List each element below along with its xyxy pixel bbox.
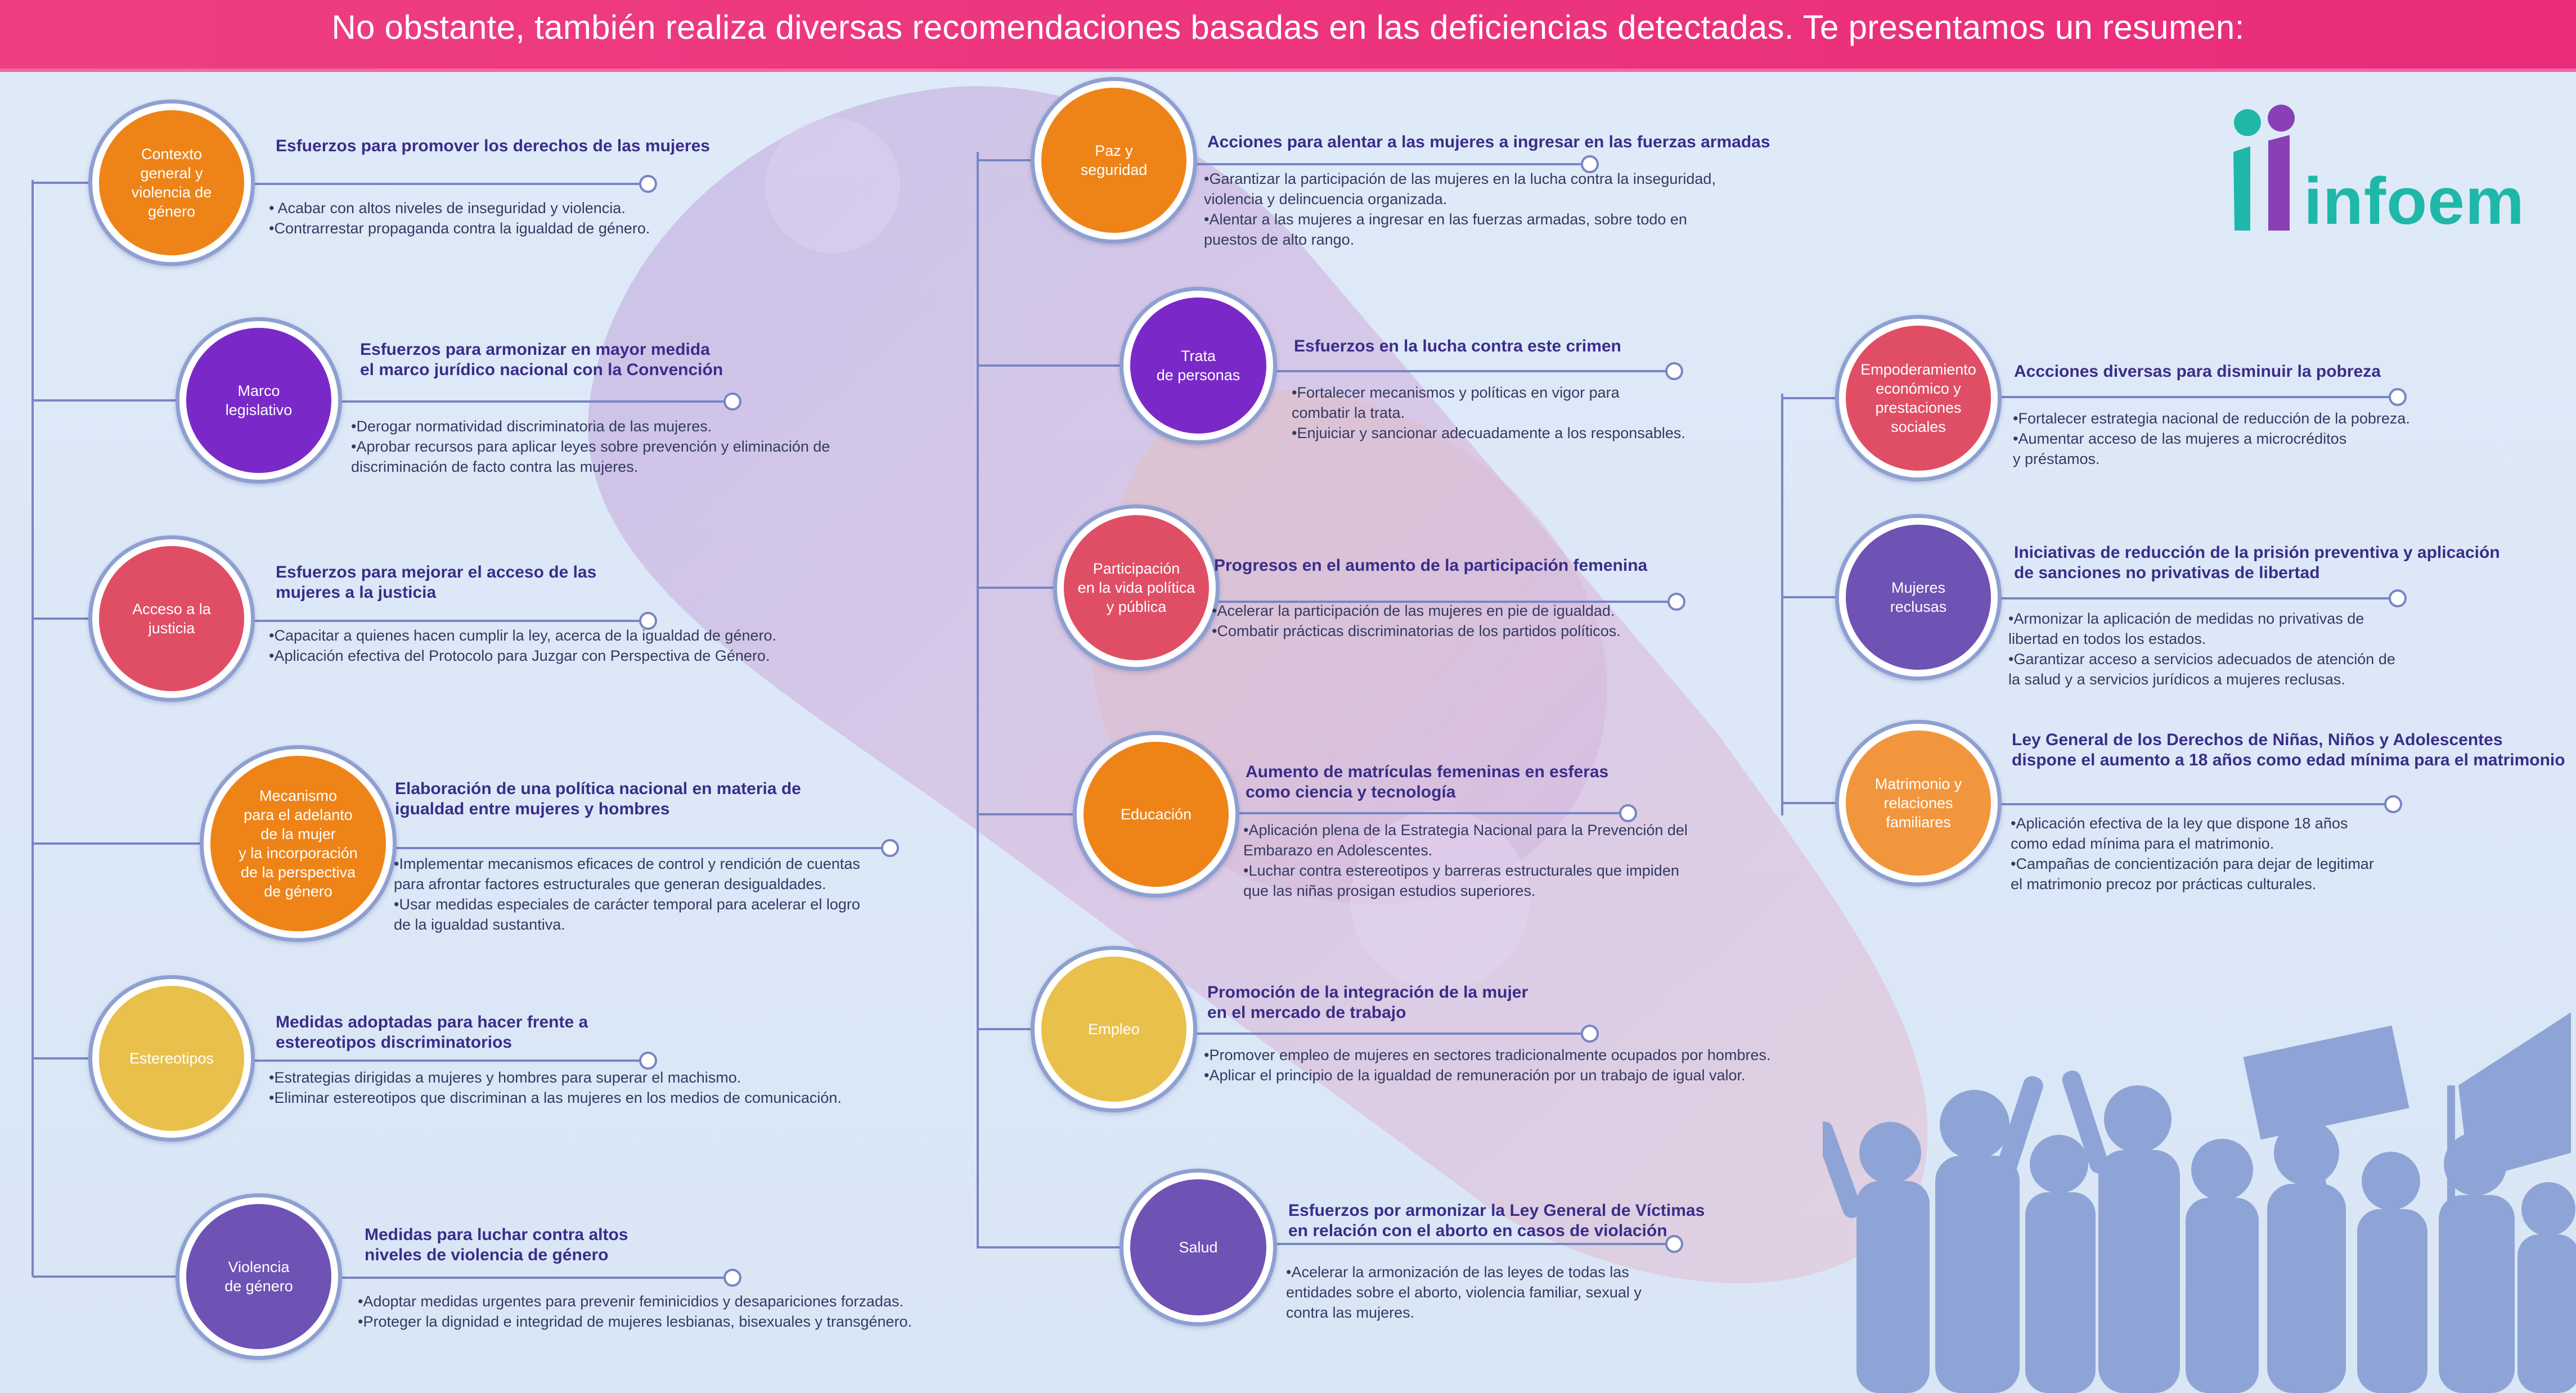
recommendation-item: •Estrategias dirigidas a mujeres y hombres para superar el machismo. <box>269 1069 741 1086</box>
topic-label: Contexto general y violencia de género <box>99 110 244 255</box>
topic-label: Empoderamiento económico y prestaciones sociales <box>1846 326 1991 471</box>
topic-circle-left-2 <box>176 317 342 484</box>
recommendation-list <box>358 1291 912 1332</box>
connector-end-dot <box>1666 363 1682 379</box>
recommendation-list <box>2008 608 2395 689</box>
topic-label: Matrimonio y relaciones familiares <box>1846 731 1991 876</box>
recommendation-item: •Promover empleo de mujeres en sectores tradicionalmente ocupados por hombres. <box>1204 1047 1771 1063</box>
topic-label: Violencia de género <box>186 1204 331 1349</box>
recommendation-item: •Aumentar acceso de las mujeres a microcréditos y préstamos. <box>2013 430 2347 467</box>
recommendation-title: Esfuerzos por armonizar la Ley General de Víctimas en relación con el aborto en casos de violación <box>1288 1201 1705 1240</box>
connector-end-dot <box>1582 1026 1598 1042</box>
recommendation-item: •Fortalecer estrategia nacional de reducción de la pobreza. <box>2013 410 2410 427</box>
topic-circle-left-6 <box>176 1193 342 1360</box>
recommendation-item: •Alentar a las mujeres a ingresar en las fuerzas armadas, sobre todo en puestos de alto rango. <box>1204 211 1687 248</box>
recommendation-item: •Acelerar la armonización de las leyes de todas las entidades sobre el aborto, violencia familiar, sexual y contra las mujeres. <box>1286 1264 1642 1321</box>
connector-end-dot <box>2390 590 2406 606</box>
recommendation-list <box>269 1067 842 1108</box>
recommendation-list <box>394 854 860 935</box>
recommendation-item: •Aplicar el principio de la igualdad de remuneración por un trabajo de igual valor. <box>1204 1067 1746 1084</box>
recommendation-title: Accciones diversas para disminuir la pobreza <box>2014 362 2381 381</box>
recommendation-title: Elaboración de una política nacional en materia de igualdad entre mujeres y hombres <box>395 779 801 818</box>
topic-circle-left-3 <box>88 535 255 702</box>
recommendation-item: •Proteger la dignidad e integridad de mujeres lesbianas, bisexuales y transgénero. <box>358 1313 912 1330</box>
connector-end-dot <box>1620 805 1636 821</box>
topic-label: Estereotipos <box>99 986 244 1131</box>
topic-circle-right-3 <box>1835 720 2002 886</box>
recommendation-item: •Garantizar la participación de las mujeres en la lucha contra la inseguridad, violencia y delincuencia organizada. <box>1204 170 1716 208</box>
recommendation-item: •Luchar contra estereotipos y barreras estructurales que impiden que las niñas prosigan estudios superiores. <box>1243 862 1679 899</box>
recommendation-title: Esfuerzos para mejorar el acceso de las mujeres a la justicia <box>276 563 597 602</box>
recommendation-item: •Derogar normatividad discriminatoria de las mujeres. <box>351 418 712 435</box>
connector-end-dot <box>640 176 656 192</box>
recommendation-item: •Aplicación efectiva de la ley que dispone 18 años como edad mínima para el matrimonio. <box>2011 815 2348 852</box>
topic-label: Paz y seguridad <box>1041 88 1186 233</box>
recommendation-list <box>1292 382 1685 443</box>
recommendation-item: •Contrarrestar propaganda contra la igualdad de género. <box>269 220 650 237</box>
topic-label: Acceso a la justicia <box>99 546 244 691</box>
topic-circle-middle-2 <box>1120 287 1277 444</box>
topic-circle-right-1 <box>1835 315 2002 481</box>
topic-circle-left-1 <box>88 100 255 266</box>
recommendation-list <box>1212 601 1621 641</box>
recommendation-item: •Capacitar a quienes hacen cumplir la ley, acerca de la igualdad de género. <box>269 627 777 644</box>
topic-label: Marco legislativo <box>186 328 331 473</box>
recommendation-item: •Campañas de concientización para dejar de legitimar el matrimonio precoz por prácticas culturales. <box>2011 855 2374 892</box>
connector-end-dot <box>725 1270 740 1286</box>
recommendation-item: •Combatir prácticas discriminatorias de los partidos políticos. <box>1212 623 1621 639</box>
topic-circle-left-4 <box>200 745 397 942</box>
recommendation-title: Ley General de los Derechos de Niñas, Niños y Adolescentes dispone el aumento a 18 años como edad mínima para el matrimonio <box>2012 731 2565 769</box>
topic-circle-middle-1 <box>1031 77 1197 244</box>
topic-circle-left-5 <box>88 975 255 1142</box>
recommendation-title: Promoción de la integración de la mujer en el mercado de trabajo <box>1207 983 1528 1022</box>
recommendation-list <box>1204 1045 1770 1085</box>
recommendation-item: •Implementar mecanismos eficaces de control y rendición de cuentas para afrontar factores estructurales que generan desigualdades. <box>394 855 860 892</box>
recommendation-title: Progresos en el aumento de la participación femenina <box>1214 556 1648 575</box>
topic-label: Educación <box>1084 742 1229 887</box>
recommendation-list <box>269 625 776 666</box>
recommendation-list <box>1243 820 1688 901</box>
topic-circle-right-2 <box>1835 514 2002 680</box>
recommendation-title: Medidas para luchar contra altos niveles de violencia de género <box>365 1225 628 1264</box>
recommendation-list <box>1286 1262 1642 1323</box>
topic-circle-middle-5 <box>1031 946 1197 1112</box>
connector-end-dot <box>1669 594 1684 610</box>
connector-end-dot <box>2385 796 2401 812</box>
recommendation-list <box>269 198 650 238</box>
recommendation-list <box>1204 169 1716 250</box>
recommendation-title: Aumento de matrículas femeninas en esferas como ciencia y tecnología <box>1246 763 1609 801</box>
topic-label: Mujeres reclusas <box>1846 525 1991 670</box>
recommendation-item: •Adoptar medidas urgentes para prevenir feminicidios y desapariciones forzadas. <box>358 1293 903 1310</box>
recommendation-title: Esfuerzos para armonizar en mayor medida el marco jurídico nacional con la Convención <box>360 340 723 379</box>
connector-end-dot <box>640 1053 656 1069</box>
recommendation-item: •Aprobar recursos para aplicar leyes sobre prevención y eliminación de discriminación de facto contra las mujeres. <box>351 438 830 475</box>
crowd-silhouette-icon <box>1823 995 2576 1393</box>
recommendation-item: • Acabar con altos niveles de inseguridad y violencia. <box>269 200 626 217</box>
recommendation-item: •Enjuiciar y sancionar adecuadamente a los responsables. <box>1292 425 1685 441</box>
recommendation-item: •Fortalecer mecanismos y políticas en vigor para combatir la trata. <box>1292 384 1620 421</box>
topic-circle-middle-6 <box>1120 1169 1277 1326</box>
topic-circle-middle-3 <box>1053 504 1220 671</box>
recommendation-item: •Usar medidas especiales de carácter temporal para acelerar el logro de la igualdad sustantiva. <box>394 896 860 933</box>
connector-end-dot <box>2390 389 2406 405</box>
recommendation-item: •Aplicación efectiva del Protocolo para Juzgar con Perspectiva de Género. <box>269 647 770 664</box>
topic-label: Trata de personas <box>1130 297 1266 434</box>
recommendation-title: Esfuerzos para promover los derechos de las mujeres <box>276 137 710 155</box>
recommendation-list <box>351 416 830 477</box>
header-bar <box>0 0 2576 72</box>
topic-label: Participación en la vida política y pública <box>1064 515 1209 660</box>
recommendation-title: Medidas adoptadas para hacer frente a estereotipos discriminatorios <box>276 1013 588 1052</box>
recommendation-item: •Armonizar la aplicación de medidas no privativas de libertad en todos los estados. <box>2008 610 2364 647</box>
recommendation-list <box>2013 408 2410 469</box>
topic-label: Mecanismo para el adelanto de la mujer y la incorporación de la perspectiva de género <box>210 756 386 931</box>
recommendation-item: •Aplicación plena de la Estrategia Nacional para la Prevención del Embarazo en Adolescentes. <box>1243 822 1688 859</box>
logo-wordmark: infoem <box>2304 164 2525 238</box>
recommendation-item: •Eliminar estereotipos que discriminan a las mujeres en los medios de comunicación. <box>269 1089 842 1106</box>
connector-end-dot <box>882 840 898 856</box>
topic-label: Salud <box>1130 1179 1266 1315</box>
recommendation-title: Esfuerzos en la lucha contra este crimen <box>1294 337 1621 355</box>
topic-label: Empleo <box>1041 957 1186 1102</box>
recommendation-list <box>2011 813 2374 894</box>
connector-end-dot <box>725 394 740 409</box>
recommendation-item: •Acelerar la participación de las mujeres en pie de igualdad. <box>1212 602 1615 619</box>
recommendation-title: Acciones para alentar a las mujeres a ingresar en las fuerzas armadas <box>1207 133 1770 151</box>
recommendation-item: •Garantizar acceso a servicios adecuados de atención de la salud y a servicios jurídicos a mujeres reclusas. <box>2008 651 2395 688</box>
topic-circle-middle-4 <box>1073 731 1239 898</box>
page-title: No obstante, también realiza diversas recomendaciones basadas en las deficiencias detectadas. Te presentamos un resumen: <box>331 8 2245 46</box>
recommendation-title: Iniciativas de reducción de la prisión preventiva y aplicación de sanciones no privativas de libertad <box>2014 543 2500 582</box>
